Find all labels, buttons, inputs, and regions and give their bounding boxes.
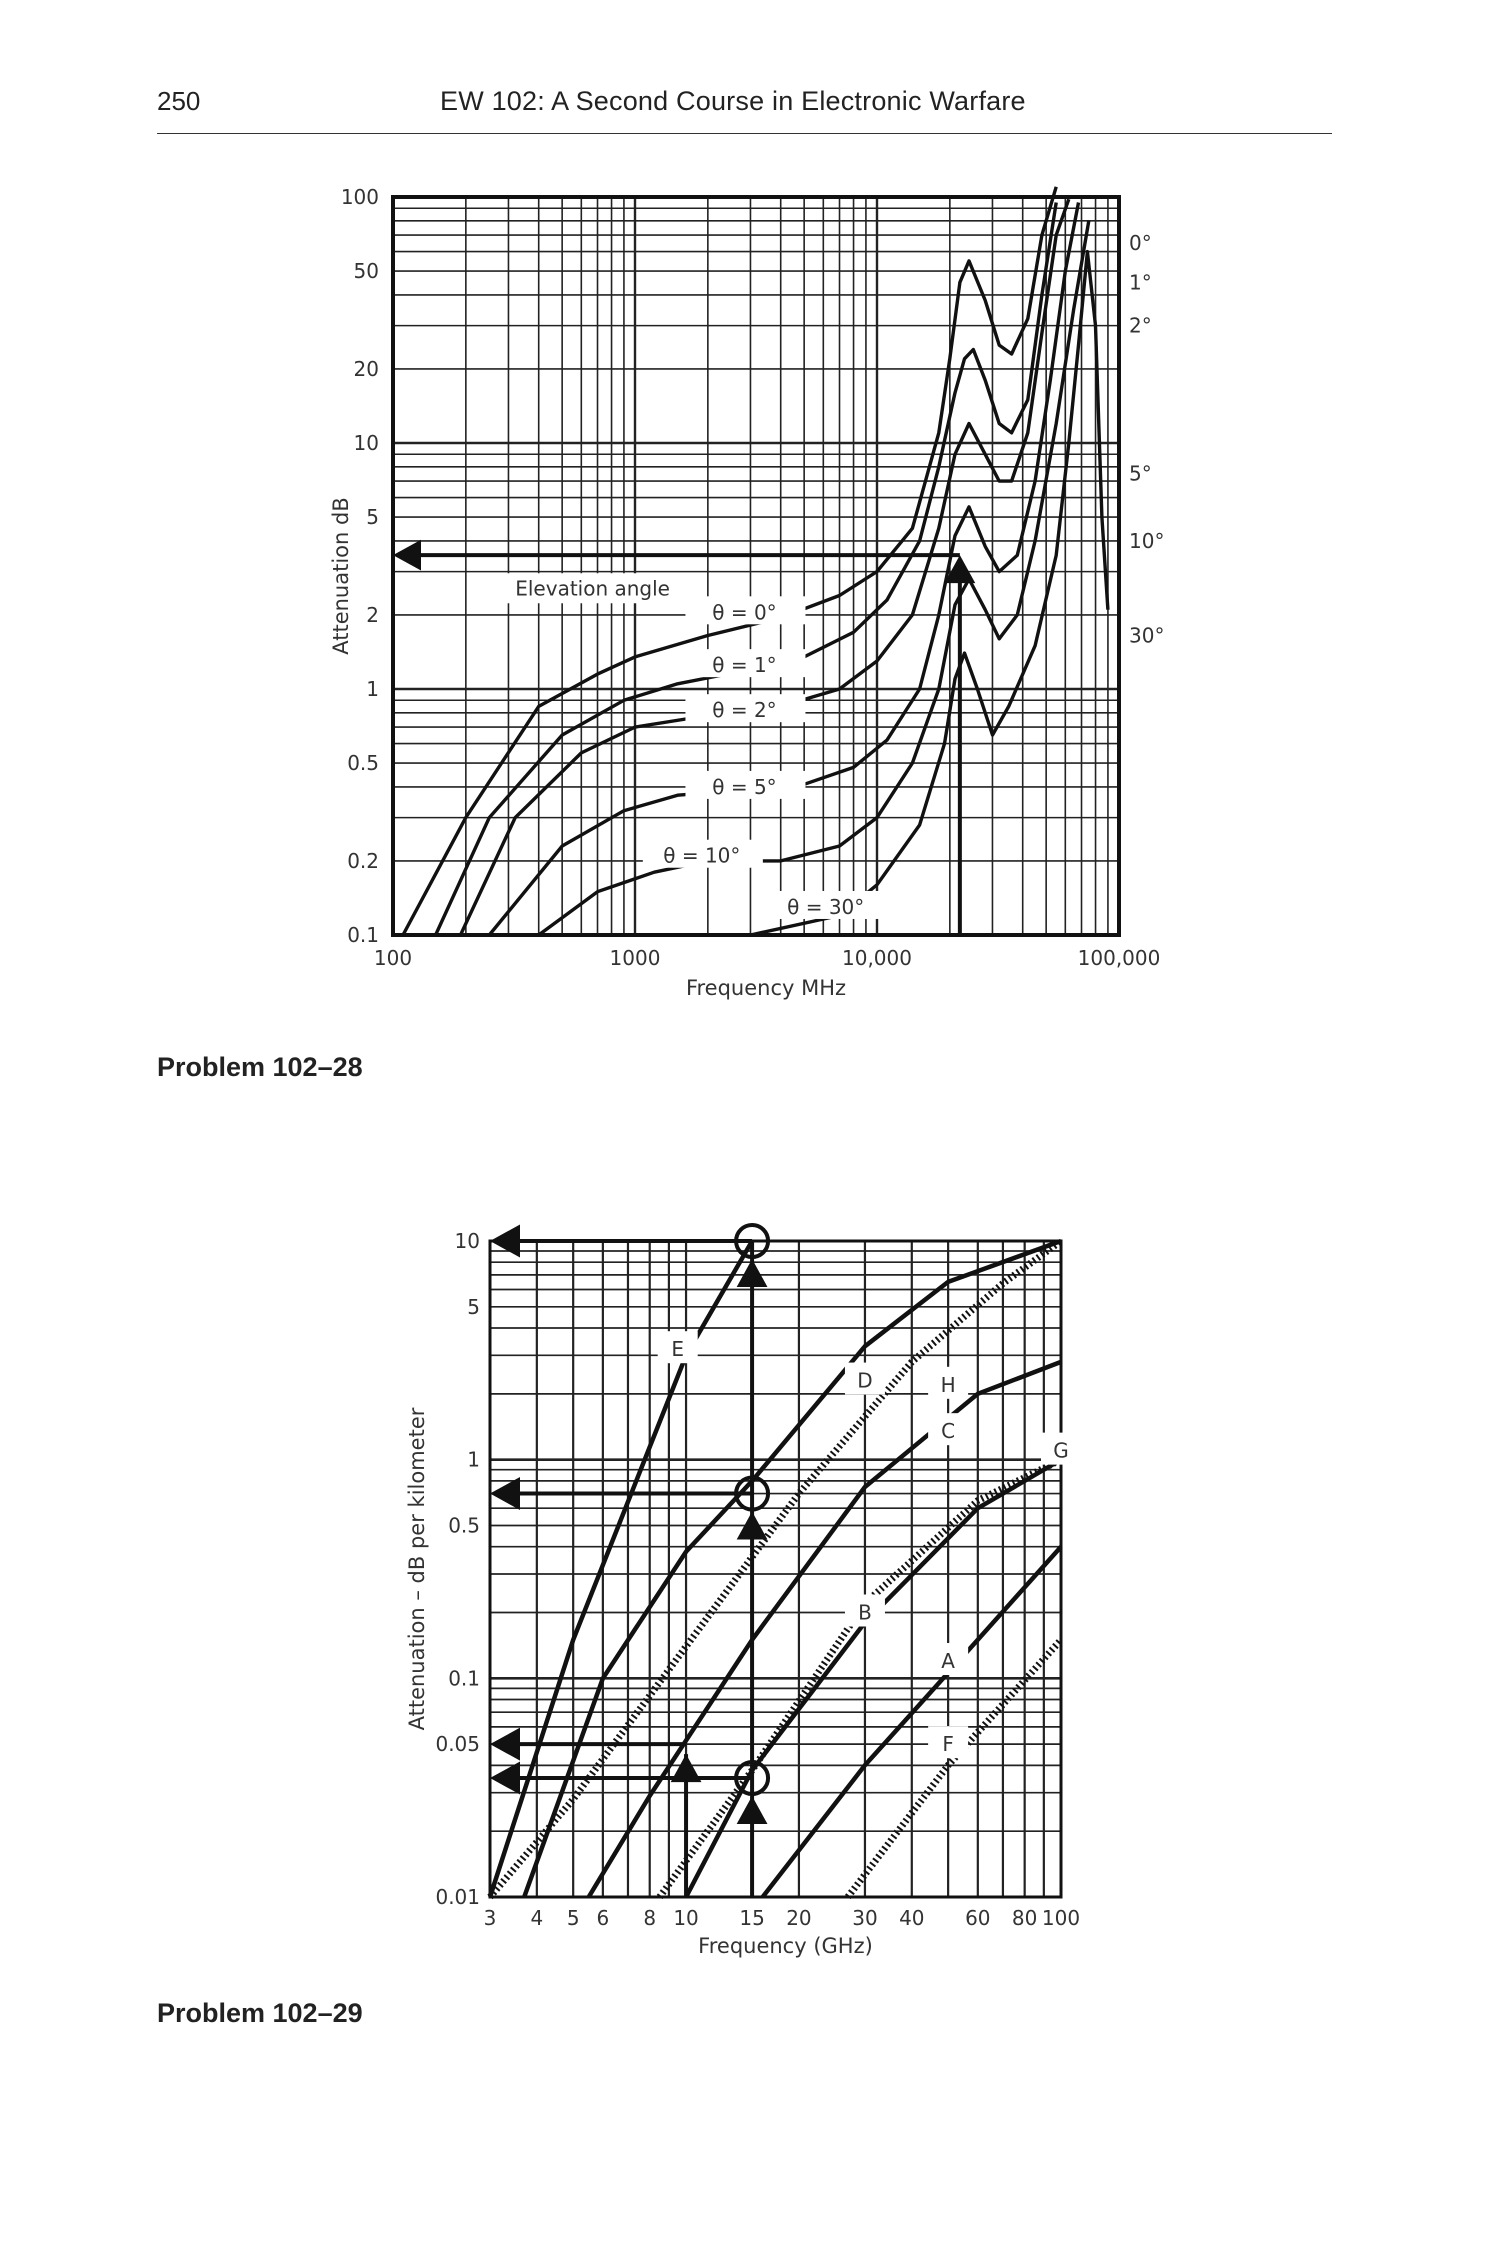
- x-tick-label: 15: [739, 1906, 765, 1930]
- theta-label: θ = 2°: [712, 698, 777, 723]
- y-tick-label: 0.01: [435, 1885, 480, 1909]
- y-tick-label: 10: [353, 431, 379, 455]
- y-axis-title: Attenuation – dB per kilometer: [405, 1407, 429, 1731]
- vertical-arrow-head: [737, 1796, 768, 1824]
- curve-label-C: C: [941, 1419, 956, 1444]
- curve-label-D: D: [857, 1368, 873, 1393]
- curve-label-G: G: [1053, 1438, 1069, 1463]
- x-axis-title: Frequency (GHz): [698, 1934, 873, 1958]
- y-tick-label: 0.05: [435, 1732, 480, 1757]
- running-title: EW 102: A Second Course in Electronic Warfare: [440, 86, 1026, 116]
- x-tick-label: 10: [673, 1906, 699, 1930]
- theta-label: θ = 0°: [712, 600, 777, 625]
- page-number: 250: [157, 86, 201, 116]
- x-tick-label: 100,000: [1077, 946, 1161, 970]
- curve-end-label: 0°: [1129, 231, 1152, 256]
- y-tick-label: 10: [454, 1229, 480, 1253]
- x-tick-label: 8: [643, 1906, 657, 1930]
- horizontal-arrow-head: [490, 1477, 520, 1510]
- theta-label: θ = 10°: [663, 843, 741, 868]
- legend-title: Elevation angle: [515, 576, 670, 601]
- horizontal-arrow-head: [490, 1762, 520, 1795]
- x-tick-label: 6: [596, 1906, 610, 1930]
- chart2-curve-labels: [658, 1331, 1081, 1758]
- curve-label-B: B: [858, 1600, 872, 1625]
- horizontal-arrow-head: [490, 1728, 520, 1761]
- y-tick-label: 100: [340, 185, 379, 209]
- y-tick-label: 2: [366, 602, 379, 627]
- series-E: [490, 1241, 752, 1897]
- x-tick-label: 10,000: [842, 946, 912, 970]
- theta-label: θ = 1°: [712, 653, 777, 678]
- y-tick-label: 0.1: [448, 1666, 480, 1691]
- y-tick-label: 0.2: [347, 848, 379, 873]
- y-tick-label: 5: [366, 505, 379, 530]
- y-tick-label: 20: [353, 356, 379, 381]
- y-tick-label: 5: [467, 1294, 480, 1319]
- curve-label-E: E: [671, 1337, 685, 1362]
- y-tick-label: 0.1: [347, 923, 379, 947]
- curve-end-label: 1°: [1129, 270, 1152, 295]
- x-tick-label: 4: [530, 1906, 544, 1930]
- chart2-series: [490, 1241, 1061, 1897]
- series-H: [490, 1241, 1061, 1897]
- caption-problem-102-29: Problem 102–29: [157, 1998, 363, 2028]
- x-tick-label: 5: [566, 1906, 580, 1930]
- horizontal-arrow-head: [490, 1225, 520, 1258]
- y-tick-label: 0.5: [448, 1513, 480, 1538]
- curve-label-H: H: [940, 1372, 956, 1397]
- curve-end-label: 30°: [1129, 623, 1165, 648]
- x-tick-label: 60: [965, 1906, 991, 1930]
- x-tick-label: 1000: [609, 946, 661, 970]
- x-tick-label: 100: [373, 946, 413, 970]
- x-tick-label: 100: [1041, 1906, 1081, 1930]
- curve-label-F: F: [942, 1732, 954, 1757]
- y-tick-label: 1: [467, 1447, 480, 1472]
- x-tick-label: 80: [1011, 1906, 1038, 1930]
- curve-end-label: 10°: [1129, 528, 1165, 553]
- y-axis-title: Attenuation dB: [329, 497, 353, 655]
- curve-end-label: 5°: [1129, 461, 1152, 486]
- x-tick-label: 40: [899, 1906, 925, 1930]
- caption-problem-102-28: Problem 102–28: [157, 1052, 363, 1082]
- theta-label: θ = 30°: [787, 894, 865, 919]
- theta-label: θ = 5°: [712, 774, 777, 799]
- chart2-tick-labels: [435, 1229, 1080, 1930]
- series-D: [524, 1241, 1061, 1897]
- curve-end-label: 2°: [1129, 313, 1152, 338]
- y-tick-label: 1: [366, 677, 379, 701]
- x-tick-label: 20: [786, 1906, 812, 1930]
- x-tick-label: 30: [852, 1906, 878, 1930]
- y-tick-label: 50: [353, 259, 379, 284]
- curve-label-A: A: [941, 1649, 955, 1674]
- x-tick-label: 3: [483, 1906, 497, 1930]
- x-axis-title: Frequency MHz: [685, 976, 847, 1000]
- y-tick-label: 0.5: [347, 751, 379, 776]
